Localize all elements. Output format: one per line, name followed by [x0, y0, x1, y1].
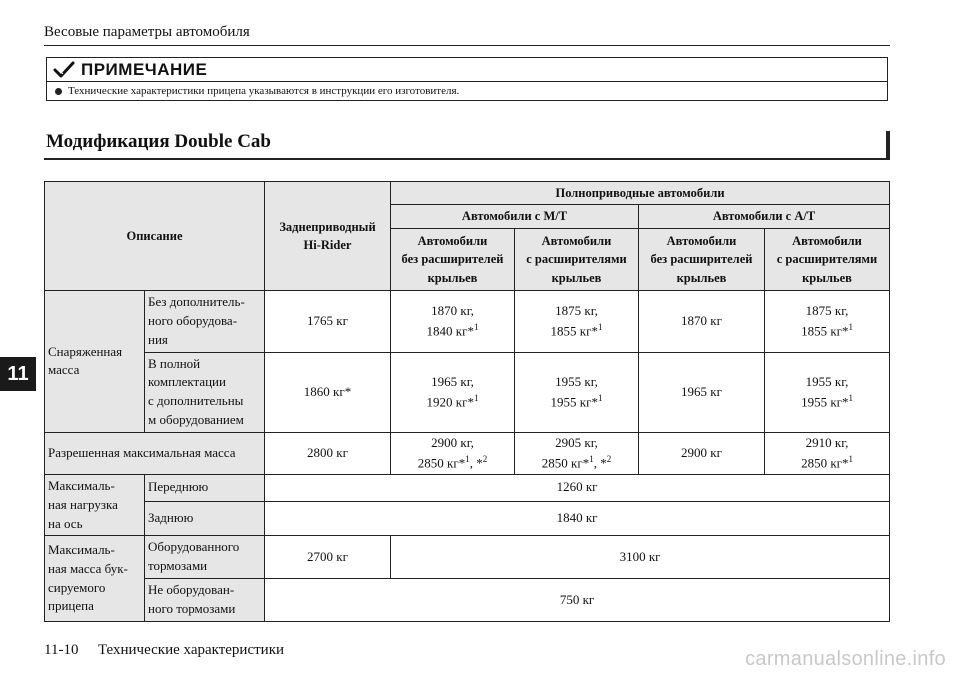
weight-spec-table [44, 181, 890, 622]
label-line: на ось [48, 515, 83, 531]
label-line: Снаряженная [48, 343, 123, 359]
value-line: 2850 кг*$^1$, *$^2$ [417, 453, 488, 471]
curb-basic-at-ext [765, 291, 890, 353]
trailer-braked-rwd: 2700 кг [265, 536, 391, 579]
footnote-mark: * [600, 455, 607, 471]
value-line: 2900 кг, [431, 434, 474, 450]
trailer-unbraked-value: 750 кг [265, 579, 890, 622]
label-line: прицепа [48, 598, 94, 614]
label-line: ная масса бук- [48, 560, 128, 576]
axle-load-label [45, 474, 145, 536]
bullet-icon [55, 88, 62, 95]
footnote-mark: * [591, 322, 598, 338]
label-line: Не оборудован- [148, 582, 235, 598]
curb-full-mt-ext [515, 352, 639, 432]
curb-full-mt-no-ext [391, 352, 515, 432]
axle-rear-label: Заднюю [145, 501, 265, 536]
header-at-no-ext [639, 229, 765, 291]
trailer-unbraked-label [145, 579, 265, 622]
header-line: крыльев [676, 270, 727, 285]
trailer-mass-label [45, 536, 145, 621]
footnote-mark: * [344, 383, 352, 399]
footnote-mark: * [476, 455, 483, 471]
header-line: Автомобили [417, 234, 488, 249]
label-line: ния [148, 331, 168, 347]
value-line: 1870 кг, [431, 302, 474, 318]
footnote-mark: * [591, 393, 598, 409]
value-line: 1955 кг, [805, 373, 849, 389]
header-rwd-line: Заднеприводный [279, 219, 376, 234]
header-mt: Автомобили с M/T [391, 205, 639, 229]
value-line: 1855 кг*$^1$ [801, 321, 853, 338]
footnote-index: 1 [473, 392, 479, 403]
header-mt-ext [515, 229, 639, 291]
trailer-braked-awd: 3100 кг [391, 536, 890, 579]
header-rwd-line: Hi-Rider [303, 238, 352, 252]
axle-rear-value: 1840 кг [265, 501, 890, 536]
footnote-mark: * [841, 393, 849, 409]
curb-basic-at-no-ext: 1870 кг [639, 291, 765, 353]
value-line: 1855 кг*$^1$ [550, 321, 603, 338]
value-line: 1875 кг, [805, 302, 849, 318]
label-line: с дополнительны [148, 393, 244, 409]
footnote-mark: * [841, 455, 849, 471]
section-divider [44, 158, 890, 160]
value-line: 1840 кг*$^1$ [426, 321, 479, 338]
header-line: Автомобили [666, 234, 737, 249]
note-title: ПРИМЕЧАНИЕ [81, 59, 208, 79]
header-mt-no-ext [391, 229, 515, 291]
label-line: Максималь- [48, 477, 115, 493]
chapter-tab: 11 [0, 357, 36, 391]
header-awd: Полноприводные автомобили [391, 182, 890, 205]
footnote-mark: * [467, 322, 474, 338]
footnote-index: 1 [465, 453, 470, 464]
gvm-label: Разрешенная максимальная масса [45, 432, 265, 474]
header-line: крыльев [551, 270, 602, 285]
trailer-braked-label [145, 536, 265, 579]
curb-basic-mt-no-ext [391, 291, 515, 353]
table-row [45, 291, 890, 353]
table-row [45, 501, 890, 536]
header-line: крыльев [802, 270, 852, 285]
footnote-index: 1 [848, 453, 853, 464]
section-title: Модификация Double Cab [46, 131, 271, 152]
label-line: Максималь- [48, 541, 115, 557]
table-row [45, 536, 890, 579]
header-at-ext [765, 229, 890, 291]
page-number: 11-10 [44, 642, 79, 658]
header-description: Описание [45, 182, 265, 291]
value-line: 1920 кг*$^1$ [426, 392, 479, 409]
watermark: carmanualsonline.info [745, 648, 946, 670]
table-header-row [45, 182, 890, 205]
value-line: 1955 кг, [555, 373, 598, 389]
note-text: Технические характеристики прицепа указываются в инструкции его изготовителя. [68, 85, 460, 97]
header-rwd [265, 182, 391, 291]
header-divider [44, 45, 890, 46]
value-line: 1955 кг*$^1$ [801, 392, 853, 409]
curb-basic-label [145, 291, 265, 353]
label-line: В полной [148, 355, 201, 371]
footnote-index: 2 [482, 453, 488, 464]
table-row [45, 579, 890, 622]
value-line: 1965 кг, [431, 373, 474, 389]
value-line: 2905 кг, [555, 434, 598, 450]
footnote-mark: * [582, 455, 590, 471]
header-line: Автомобили [541, 234, 612, 249]
label-line: сируемого [48, 579, 106, 595]
footnote-mark: * [841, 322, 849, 338]
label-line: ного оборудова- [148, 312, 238, 328]
curb-basic-mt-ext [515, 291, 639, 353]
axle-front-value: 1260 кг [265, 474, 890, 501]
label-line: м оборудованием [148, 412, 244, 428]
header-line: крыльев [427, 270, 478, 285]
label-line: Оборудованного [148, 539, 240, 555]
label-line: Без дополнитель- [148, 294, 245, 309]
header-line: с расширителями [776, 252, 878, 267]
header-line: без расширителей [401, 252, 504, 267]
footnote-index: 1 [589, 453, 594, 464]
note-title-bar [47, 58, 887, 82]
footnote-index: 1 [848, 392, 853, 403]
gvm-at-ext [765, 432, 890, 474]
curb-basic-rwd: 1765 кг [265, 291, 391, 353]
label-line: масса [48, 362, 80, 378]
note-text-line [55, 85, 459, 97]
table-row [45, 352, 890, 432]
note-box [46, 57, 888, 101]
footnote-mark: * [467, 393, 474, 409]
label-line: ная нагрузка [48, 496, 118, 512]
label-line: комплектации [148, 374, 226, 390]
table-row [45, 432, 890, 474]
value-line: 2850 кг*$^1$ [801, 453, 853, 471]
value-line: 2910 кг, [805, 434, 849, 450]
axle-front-label: Переднюю [145, 474, 265, 501]
curb-full-rwd: 1860 кг* [265, 352, 391, 432]
gvm-at-no-ext: 2900 кг [639, 432, 765, 474]
header-line: с расширителями [526, 252, 627, 267]
page-footer [44, 642, 284, 659]
gvm-mt-ext [515, 432, 639, 474]
footnote-mark: * [458, 455, 466, 471]
curb-weight-label [45, 291, 145, 433]
header-line: Автомобили [792, 234, 862, 249]
page-header-title: Весовые параметры автомобиля [44, 24, 250, 40]
value-line: 2850 кг*$^1$, *$^2$ [541, 453, 612, 471]
footnote-index: 1 [597, 392, 603, 403]
value-line: 1875 кг, [555, 302, 598, 318]
label-line: ного тормозами [148, 600, 236, 616]
gvm-rwd: 2800 кг [265, 432, 391, 474]
pencil-icon [53, 61, 75, 79]
footer-chapter-title: Технические характеристики [97, 642, 285, 658]
footnote-index: 1 [597, 321, 603, 332]
header-at: Автомобили с A/T [639, 205, 890, 229]
label-line: тормозами [148, 558, 208, 574]
footnote-index: 2 [606, 453, 612, 464]
value-line: 1955 кг*$^1$ [550, 392, 603, 409]
table-row [45, 474, 890, 501]
curb-full-at-no-ext: 1965 кг [639, 352, 765, 432]
section-bar [886, 131, 890, 159]
footnote-index: 1 [473, 321, 479, 332]
curb-full-label [145, 352, 265, 432]
header-line: без расширителей [650, 252, 753, 267]
curb-full-at-ext [765, 352, 890, 432]
gvm-mt-no-ext [391, 432, 515, 474]
footnote-index: 1 [848, 321, 853, 332]
